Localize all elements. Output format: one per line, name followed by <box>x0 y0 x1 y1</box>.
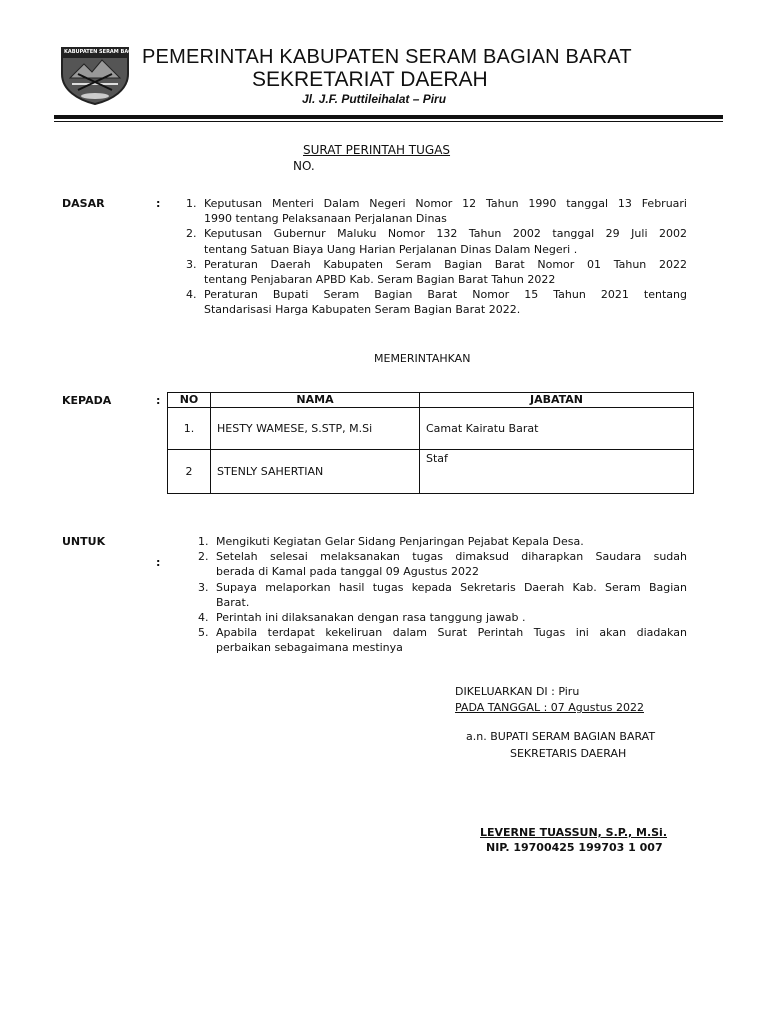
signer-name: LEVERNE TUASSUN, S.P., M.Si. <box>480 826 668 839</box>
table-header-row <box>168 393 694 408</box>
dasar-label: DASAR <box>62 197 105 210</box>
office-address: Jl. J.F. Puttileihalat – Piru <box>302 92 447 106</box>
dasar-item: 3. Peraturan Daerah Kabupaten Seram Bagian Barat Nomor 01 Tahun 2022 tentang Penjabaran APBD Kab. Seram Bagian Barat Tahun 2022 <box>186 257 687 287</box>
signer-nip: NIP. 19700425 199703 1 007 <box>486 841 663 854</box>
office-name: SEKRETARIAT DAERAH <box>252 68 488 91</box>
untuk-item: 3. Supaya melaporkan hasil tugas kepada Sekretaris Daerah Kab. Seram Bagian Barat. <box>198 580 687 609</box>
dasar-item: 1. Keputusan Menteri Dalam Negeri Nomor 12 Tahun 1990 tanggal 13 Februari 1990 tentang Pelaksanaan Perjalanan Dinas <box>186 197 687 226</box>
untuk-item: 2. Setelah selesai melaksanakan tugas dimaksud diharapkan Saudara sudah berada di Kamal pada tanggal 09 Agustus 2022 <box>198 550 687 579</box>
dasar-item: 4. Peraturan Bupati Seram Bagian Barat Nomor 15 Tahun 2021 tentang Standarisasi Harga Kabupaten Seram Bagian Barat 2022. <box>186 288 687 317</box>
regency-logo <box>58 44 163 106</box>
kepada-label: KEPADA <box>62 394 112 407</box>
untuk-colon: : <box>156 556 161 569</box>
row-nama: HESTY WAMESE, S.STP, M.Si <box>211 408 420 450</box>
assignee-table <box>167 392 694 494</box>
issued-at: DIKELUARKAN DI : Piru <box>455 685 580 698</box>
untuk-item: 4. Perintah ini dilaksanakan dengan rasa tanggung jawab . <box>198 611 526 625</box>
row-jabatan: Staf <box>420 450 694 494</box>
table-row <box>168 408 694 450</box>
col-nama-header: NAMA <box>211 393 420 408</box>
memerintahkan-heading: MEMERINTAHKAN <box>374 352 471 365</box>
document-title: SURAT PERINTAH TUGAS <box>303 143 451 157</box>
government-name: PEMERINTAH KABUPATEN SERAM BAGIAN BARAT <box>142 46 632 68</box>
signer-title: SEKRETARIS DAERAH <box>510 747 627 760</box>
logo-text: KABUPATEN SERAM BAGIAN BARAT <box>64 49 163 55</box>
header-rule-thin <box>54 121 723 122</box>
header-rule-thick <box>54 115 723 119</box>
document-number: NO. <box>293 159 315 173</box>
row-no: 2 <box>168 450 211 494</box>
untuk-item: 5. Apabila terdapat kekeliruan dalam Surat Perintah Tugas ini akan diadakan perbaikan sebagaimana mestinya <box>198 626 687 655</box>
untuk-item: 1. Mengikuti Kegiatan Gelar Sidang Penjaringan Pejabat Kepala Desa. <box>198 535 584 548</box>
on-behalf-of: a.n. BUPATI SERAM BAGIAN BARAT <box>466 730 656 743</box>
dasar-item: 2. Keputusan Gubernur Maluku Nomor 132 Tahun 2002 tanggal 29 Juli 2002 tentang Satuan Biaya Uang Harian Perjalanan Dinas Dalam Negeri . <box>186 227 687 256</box>
kepada-colon: : <box>156 394 161 407</box>
issued-date: PADA TANGGAL : 07 Agustus 2022 <box>455 701 644 714</box>
dasar-list <box>186 196 687 318</box>
table-row <box>168 450 694 494</box>
row-no: 1. <box>168 408 211 450</box>
row-jabatan: Camat Kairatu Barat <box>420 408 694 450</box>
col-no-header: NO <box>168 393 211 408</box>
untuk-list <box>198 534 687 656</box>
untuk-label: UNTUK <box>62 535 106 548</box>
row-nama: STENLY SAHERTIAN <box>211 450 420 494</box>
col-jabatan-header: JABATAN <box>420 393 694 408</box>
dasar-colon: : <box>156 197 161 210</box>
